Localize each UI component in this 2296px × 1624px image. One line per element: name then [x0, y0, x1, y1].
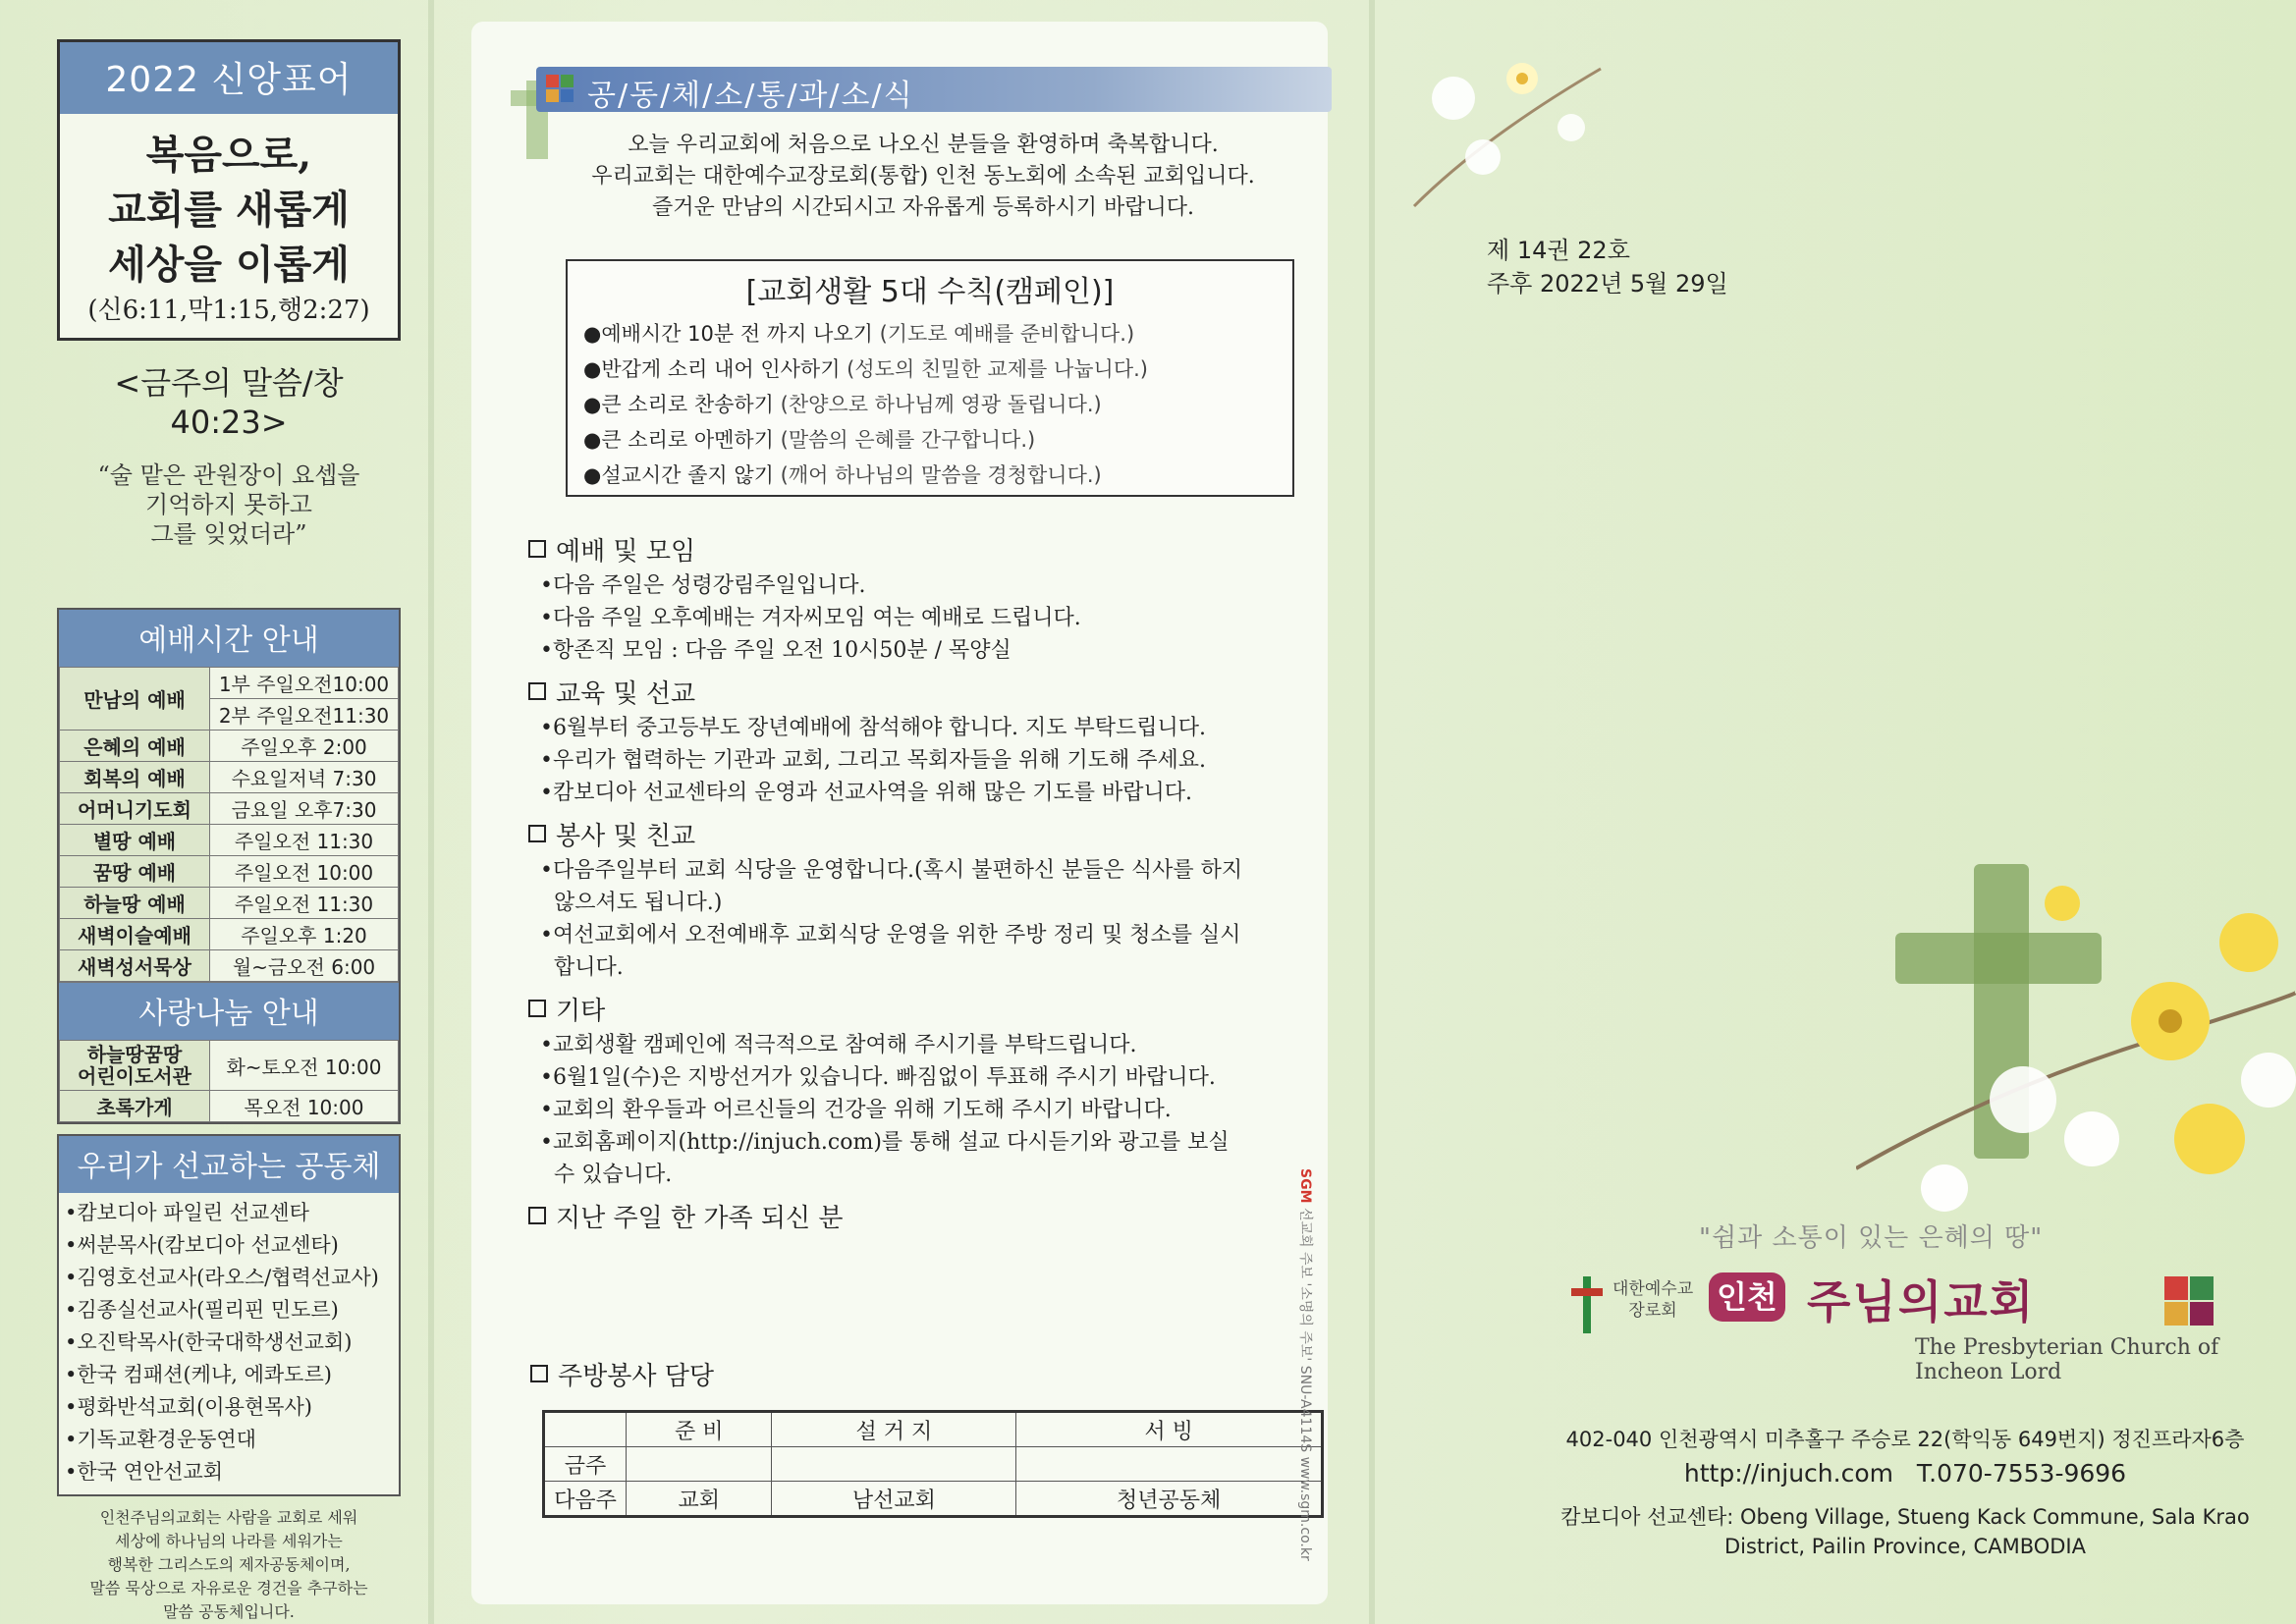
list-item: •기독교환경운동연대	[65, 1428, 256, 1451]
intro-line: 우리교회는 대한예수교장로회(통합) 인천 동노회에 소속된 교회입니다.	[591, 164, 1255, 189]
news-heading-text: 주방봉사 담당	[558, 1362, 714, 1391]
service-name: 꿈땅 예배	[60, 856, 210, 888]
row-header: 다음주	[544, 1482, 627, 1517]
news-item: •캄보디아 선교센타의 운영과 선교사역을 위해 많은 기도를 바랍니다.	[540, 781, 1192, 805]
motto-heading: 2022 신앙표어	[60, 42, 398, 114]
verse-text	[57, 460, 401, 549]
table-cell: 청년공동체	[1016, 1482, 1323, 1517]
kitchen-duty-table	[542, 1410, 1324, 1518]
fold-line	[1369, 0, 1375, 1624]
denomination-line: 장로회	[1628, 1301, 1677, 1321]
news-heading-text: 기타	[556, 997, 606, 1026]
campaign-rule: ●큰 소리로 찬송하기	[583, 393, 774, 416]
news-heading-text: 지난 주일 한 가족 되신 분	[556, 1204, 844, 1233]
welcome-intro	[530, 130, 1316, 224]
list-item	[583, 387, 1292, 422]
motto-line: 세상을 이롭게	[108, 242, 350, 288]
column-header: 준 비	[627, 1412, 772, 1447]
note-line: 말씀 공동체입니다.	[163, 1602, 295, 1621]
website-phone: http://injuch.com T.070-7553-9696	[1683, 1459, 2127, 1488]
table-row	[544, 1482, 1323, 1517]
credit-text: 선교회 주보 '소명의 주보' SNU-A4114S www.sgm.co.kr	[1297, 1207, 1313, 1561]
sharing-heading: 사랑나눔 안내	[59, 982, 399, 1040]
worship-schedule-table	[59, 667, 399, 982]
flower-branch-illustration	[1404, 39, 1640, 216]
cambodia-center-line: 캄보디아 선교센타: Obeng Village, Stueng Kack Commune, Sala Krao	[1560, 1505, 2250, 1529]
right-panel	[1404, 0, 2296, 1624]
service-name: 별땅 예배	[60, 825, 210, 856]
checkbox-square-icon	[528, 540, 546, 558]
table-cell	[627, 1447, 772, 1482]
cross-illustration	[1856, 844, 2296, 1276]
list-item	[583, 316, 1292, 352]
column-header: 설 거 지	[772, 1412, 1016, 1447]
table-row	[60, 762, 399, 793]
church-contact	[1532, 1424, 2278, 1561]
table-header-row	[544, 1412, 1323, 1447]
table-cell: 교회	[627, 1482, 772, 1517]
table-cell	[772, 1447, 1016, 1482]
news-heading	[528, 677, 1314, 712]
address: 402-040 인천광역시 미추홀구 주승로 22(학익동 649번지) 정진프라자6층	[1565, 1428, 2245, 1451]
news-item: 수 있습니다.	[540, 1163, 673, 1187]
checkbox-square-icon	[528, 682, 546, 700]
news-heading	[528, 819, 1314, 854]
note-line: 인천주님의교회는 사람을 교회로 세워	[99, 1508, 358, 1527]
sharing-name: 하늘땅꿈땅 어린이도서관	[60, 1041, 210, 1091]
checkbox-square-icon	[528, 825, 546, 842]
table-row	[60, 1041, 399, 1091]
motto-reference: (신6:11,막1:15,행2:27)	[87, 296, 370, 325]
table-row	[60, 856, 399, 888]
service-name: 어머니기도회	[60, 793, 210, 825]
grid-icon	[546, 75, 574, 102]
worship-schedule	[57, 608, 401, 1124]
service-time: 주일오후 2:00	[210, 731, 399, 762]
news-item: •교회의 환우들과 어르신들의 건강을 위해 기도해 주시기 바랍니다.	[540, 1098, 1172, 1122]
news-heading-text: 예배 및 모임	[556, 537, 696, 567]
news-item: •다음 주일 오후예배는 겨자씨모임 여는 예배로 드립니다.	[540, 606, 1081, 630]
news-item: •다음주일부터 교회 식당을 운영합니다.(혹시 불편하신 분들은 식사를 하지	[540, 858, 1243, 883]
campaign-note: (기도로 예배를 준비합니다.)	[872, 322, 1135, 346]
table-cell: 남선교회	[772, 1482, 1016, 1517]
worship-schedule-heading: 예배시간 안내	[59, 610, 399, 667]
news-item: •다음 주일은 성령강림주일입니다.	[540, 573, 866, 598]
table-row	[60, 888, 399, 919]
news-item: 않으셔도 됩니다.)	[540, 891, 723, 915]
list-item: •써분목사(캄보디아 선교센타)	[65, 1233, 339, 1257]
left-panel	[57, 39, 401, 1624]
service-time: 주일오전 11:30	[210, 825, 399, 856]
verse-line: 기억하지 못하고	[145, 491, 312, 518]
section-title: 공/동/체/소/통/과/소/식	[587, 79, 914, 113]
service-time: 주일오전 10:00	[210, 856, 399, 888]
news-section	[528, 524, 1314, 1236]
service-name: 만남의 예배	[60, 668, 210, 731]
table-row	[60, 793, 399, 825]
news-item: •우리가 협력하는 기관과 교회, 그리고 목회자들을 위해 기도해 주세요.	[540, 748, 1206, 773]
news-heading-text: 교육 및 선교	[556, 679, 696, 709]
section-title-bar	[536, 67, 1332, 112]
denomination	[1613, 1278, 1693, 1322]
sharing-name: 초록가게	[60, 1091, 210, 1122]
campaign-rule: ●설교시간 졸지 않기	[583, 463, 774, 487]
checkbox-square-icon	[528, 1207, 546, 1224]
campaign-title: [교회생활 5대 수칙(캠페인)]	[745, 275, 1115, 309]
news-item: •6월부터 중고등부도 장년예배에 참석해야 합니다. 지도 부탁드립니다.	[540, 716, 1206, 740]
motto-line: 복음으로,	[145, 132, 312, 178]
service-name: 하늘땅 예배	[60, 888, 210, 919]
mission-heading: 우리가 선교하는 공동체	[59, 1136, 399, 1193]
list-item: •캄보디아 파일린 선교센타	[65, 1201, 309, 1224]
column-header: 서 빙	[1016, 1412, 1323, 1447]
campaign-note: (찬양으로 하나님께 영광 돌립니다.)	[773, 393, 1102, 416]
campaign-box	[566, 259, 1294, 497]
campaign-rule: ●예배시간 10분 전 까지 나오기	[583, 322, 873, 346]
table-row	[60, 825, 399, 856]
news-item: •교회생활 캠페인에 적극적으로 참여해 주시기를 부탁드립니다.	[540, 1033, 1137, 1057]
logo-mark-icon	[2164, 1276, 2214, 1326]
list-item	[583, 458, 1292, 493]
row-header: 금주	[544, 1447, 627, 1482]
service-name: 은혜의 예배	[60, 731, 210, 762]
credit-brand: SGM	[1297, 1168, 1313, 1204]
intro-line: 즐거운 만남의 시간되시고 자유롭게 등록하시기 바랍니다.	[651, 195, 1194, 220]
issue-info	[1487, 234, 1728, 300]
note-line: 행복한 그리스도의 제자공동체이며,	[107, 1555, 351, 1574]
table-row	[60, 1091, 399, 1122]
sharing-time: 목오전 10:00	[210, 1091, 399, 1122]
list-item	[583, 422, 1292, 458]
service-time: 주일오전 11:30	[210, 888, 399, 919]
table-corner	[544, 1412, 627, 1447]
note-line: 말씀 묵상으로 자유로운 경건을 추구하는	[89, 1579, 368, 1597]
campaign-note: (깨어 하나님의 말씀을 경청합니다.)	[773, 463, 1102, 487]
cambodia-center-line: District, Pailin Province, CAMBODIA	[1723, 1535, 2086, 1558]
middle-panel	[471, 22, 1328, 1604]
campaign-rule: ●큰 소리로 아멘하기	[583, 428, 774, 452]
sharing-time: 화~토오전 10:00	[210, 1041, 399, 1091]
service-time: 주일오후 1:20	[210, 919, 399, 950]
news-heading-text: 봉사 및 친교	[556, 822, 696, 851]
city-badge: 인천	[1709, 1272, 1785, 1322]
printer-credit	[1296, 1168, 1316, 1561]
news-item: •교회홈페이지(http://injuch.com)를 통해 설교 다시듣기와 광고를 보실	[540, 1130, 1230, 1155]
sharing-table	[59, 1040, 399, 1122]
service-time: 금요일 오후7:30	[210, 793, 399, 825]
list-item: •한국 컴패션(케냐, 에콰도르)	[65, 1363, 332, 1386]
motto-body	[60, 114, 398, 338]
service-time: 월~금오전 6:00	[210, 950, 399, 982]
list-item: •한국 연안선교회	[65, 1460, 224, 1484]
mission-list	[59, 1193, 399, 1494]
table-row	[60, 668, 399, 699]
table-row	[544, 1447, 1323, 1482]
service-time: 수요일저녁 7:30	[210, 762, 399, 793]
news-heading	[528, 1201, 1314, 1236]
verse-line: 그를 잊었더라”	[150, 520, 307, 548]
church-name: 주님의교회	[1807, 1275, 2036, 1328]
kitchen-duty-section	[530, 1349, 1316, 1518]
news-item: •6월1일(수)은 지방선거가 있습니다. 빠짐없이 투표해 주시기 바랍니다.	[540, 1065, 1216, 1090]
volume-number: 제 14권 22호	[1487, 237, 1630, 264]
list-item: •김종실선교사(필리핀 민도르)	[65, 1298, 339, 1322]
checkbox-square-icon	[528, 1000, 546, 1017]
service-name: 회복의 예배	[60, 762, 210, 793]
campaign-note: (성도의 친밀한 교제를 나눕니다.)	[840, 357, 1148, 381]
fold-line	[428, 0, 434, 1624]
news-heading	[528, 994, 1314, 1029]
list-item: •김영호선교사(라오스/협력선교사)	[65, 1266, 379, 1289]
list-item: •오진탁목사(한국대학생선교회)	[65, 1330, 353, 1354]
note-line: 세상에 하나님의 나라를 세워가는	[115, 1532, 343, 1550]
service-name: 새벽이슬예배	[60, 919, 210, 950]
news-item: •여선교회에서 오전예배후 교회식당 운영을 위한 주방 정리 및 청소를 실시	[540, 923, 1241, 947]
table-row	[60, 919, 399, 950]
campaign-rule: ●반갑게 소리 내어 인사하기	[583, 357, 841, 381]
church-slogan: "쉼과 소통이 있는 은혜의 땅"	[1699, 1223, 2044, 1253]
church-name-english: The Presbyterian Church of Incheon Lord	[1915, 1335, 2219, 1384]
motto-box	[57, 39, 401, 341]
denomination-line: 대한예수교	[1613, 1279, 1694, 1299]
service-time: 2부 주일오전11:30	[210, 699, 399, 731]
cross-icon	[1571, 1276, 1603, 1333]
list-item	[583, 352, 1292, 387]
church-vision-note	[57, 1506, 401, 1624]
mission-box	[57, 1134, 401, 1496]
motto-line: 교회를 새롭게	[108, 187, 350, 233]
issue-date: 주후 2022년 5월 29일	[1487, 270, 1728, 298]
campaign-list	[568, 310, 1292, 493]
table-cell	[1016, 1447, 1323, 1482]
news-heading	[530, 1359, 1316, 1394]
campaign-note: (말씀의 은혜를 간구합니다.)	[773, 428, 1036, 452]
service-time: 1부 주일오전10:00	[210, 668, 399, 699]
table-row	[60, 731, 399, 762]
verse-title: <금주의 말씀/창40:23>	[114, 364, 344, 441]
news-heading	[528, 534, 1314, 569]
news-item: 합니다.	[540, 955, 624, 980]
table-row	[60, 950, 399, 982]
service-name: 새벽성서묵상	[60, 950, 210, 982]
intro-line: 오늘 우리교회에 처음으로 나오신 분들을 환영하며 축복합니다.	[628, 133, 1219, 157]
checkbox-square-icon	[530, 1365, 548, 1382]
news-item: •항존직 모임 : 다음 주일 오전 10시50분 / 목양실	[540, 638, 1011, 663]
verse-line: “술 맡은 관원장이 요셉을	[97, 461, 360, 489]
list-item: •평화반석교회(이용현목사)	[65, 1395, 312, 1419]
